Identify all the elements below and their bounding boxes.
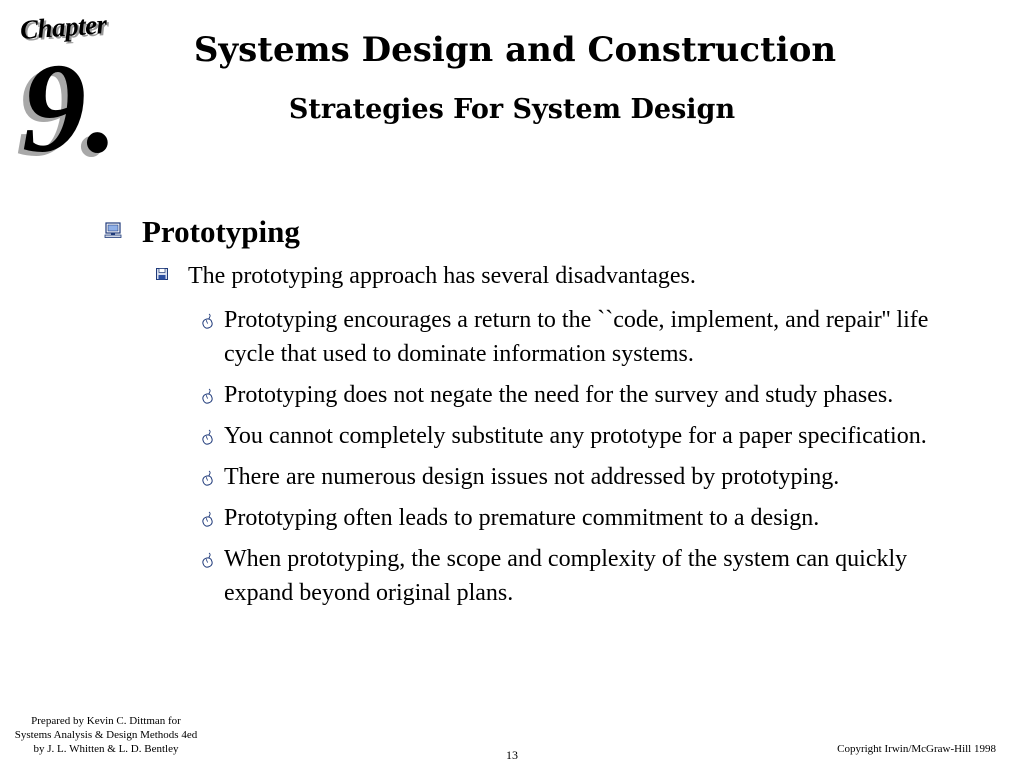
list-item <box>200 460 980 494</box>
page-number: 13 <box>506 748 518 762</box>
bullet-level3-label: Prototyping encourages a return to the ``code, implement, and repair'' life cycle that used to dominate information systems. <box>224 307 929 367</box>
slide-title: Systems Design and Construction <box>193 30 837 70</box>
computer-mouse-icon <box>200 388 216 409</box>
footer-credit <box>0 714 212 756</box>
computer-mouse-icon <box>200 470 216 491</box>
chapter-logo <box>14 10 124 182</box>
computer-mouse-icon <box>200 429 216 450</box>
bullet-level1-label: Prototyping <box>142 214 300 249</box>
list-item <box>200 419 980 453</box>
computer-mouse-icon <box>200 313 216 334</box>
chapter-number: 9. <box>22 37 118 179</box>
bullet-level3-label: Prototyping often leads to premature commitment to a design. <box>224 505 820 531</box>
floppy-disk-icon <box>156 267 168 285</box>
bullet-level3-label: You cannot completely substitute any prototype for a paper specification. <box>224 423 927 449</box>
bullet-level3-label: Prototyping does not negate the need for the survey and study phases. <box>224 382 894 408</box>
computer-mouse-icon <box>200 511 216 532</box>
bullet-level3-list <box>200 303 980 617</box>
list-item <box>200 542 980 610</box>
computer-mouse-icon <box>200 552 216 573</box>
list-item <box>200 378 980 412</box>
footer-credit-line: by J. L. Whitten & L. D. Bentley <box>33 743 179 755</box>
slide-subtitle: Strategies For System Design <box>288 94 736 125</box>
footer-credit-line: Systems Analysis & Design Methods 4ed <box>14 729 198 741</box>
bullet-level2-label: The prototyping approach has several disadvantages. <box>188 263 696 289</box>
bullet-level1 <box>104 212 300 252</box>
copyright-notice: Copyright Irwin/McGraw-Hill 1998 <box>837 743 996 755</box>
bullet-level2 <box>156 261 696 291</box>
computer-monitor-icon <box>104 222 122 243</box>
list-item <box>200 501 980 535</box>
bullet-level3-label: There are numerous design issues not addressed by prototyping. <box>224 464 840 490</box>
chapter-word: Chapter <box>19 9 108 45</box>
list-item <box>200 303 980 371</box>
footer-credit-line: Prepared by Kevin C. Dittman for <box>31 715 181 727</box>
bullet-level3-label: When prototyping, the scope and complexity of the system can quickly expand beyond original plans. <box>224 546 908 606</box>
